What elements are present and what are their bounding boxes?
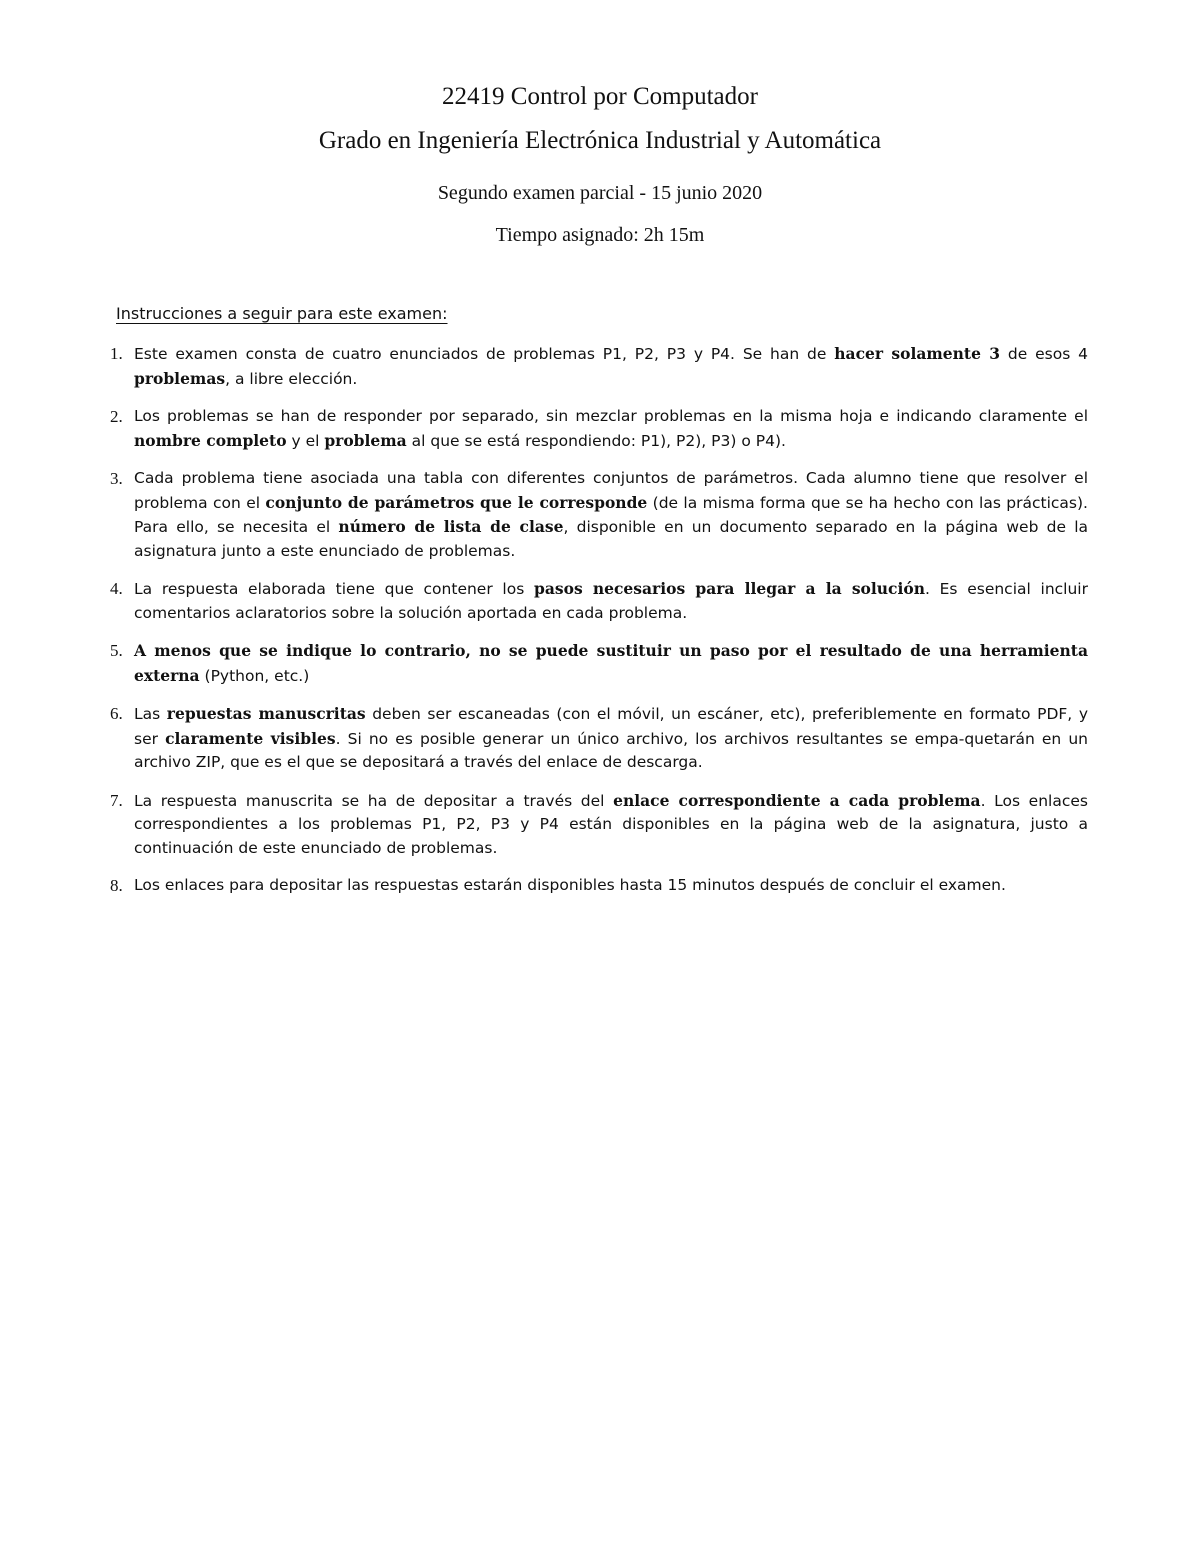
instruction-text: Este examen consta de cuatro enunciados de problemas P1, P2, P3 y P4. Se han de	[134, 345, 835, 363]
instruction-number: 7.	[110, 790, 123, 810]
instruction-emphasis: problemas	[134, 368, 226, 388]
time-allotted: Tiempo asignado: 2h 15m	[495, 224, 705, 246]
instruction-emphasis: pasos necesarios para llegar a la solución	[534, 579, 925, 598]
instruction-emphasis: problema	[324, 430, 407, 450]
instruction-text: . Es esencial incluir comentarios aclaratorios sobre la solución aportada en cada problema.	[134, 580, 1088, 622]
instruction-emphasis: nombre completo	[134, 430, 287, 450]
instruction-number: 6.	[110, 704, 123, 723]
instruction-item	[110, 405, 1088, 453]
instruction-text: Las	[134, 705, 167, 723]
instruction-item	[110, 467, 1088, 563]
instruction-emphasis: conjunto de parámetros que le corresponde	[265, 492, 648, 512]
instruction-text: , disponible en un documento separado en la página web de la asignatura junto a este enunciado de problemas.	[134, 518, 1089, 560]
instruction-number: 2.	[110, 407, 123, 426]
instruction-item	[110, 702, 1088, 775]
instruction-text: La respuesta manuscrita se ha de depositar a través del	[134, 791, 614, 810]
instructions-list	[110, 342, 1088, 912]
instruction-text: Cada problema tiene asociada una tabla con diferentes conjuntos de parámetros. Cada alumno tiene que resolver el problema con el	[134, 469, 1088, 512]
exam-subtitle: Segundo examen parcial - 15 junio 2020	[437, 182, 763, 204]
instruction-text: (Python, etc.)	[199, 666, 310, 685]
instruction-text: Los problemas se han de responder por separado, sin mezclar problemas en la misma hoja e indicando claramente el	[134, 407, 1088, 425]
instruction-emphasis: hacer solamente 3	[834, 344, 1001, 363]
instruction-item	[110, 577, 1088, 625]
instruction-number: 8.	[110, 876, 123, 895]
instruction-item	[110, 342, 1088, 391]
instruction-text: deben ser escaneadas (con el móvil, un escáner, etc), preferiblemente en formato PDF, y ser	[134, 705, 1088, 748]
instruction-text: La respuesta elaborada tiene que contener los	[134, 580, 534, 598]
instruction-emphasis: número de lista de clase	[338, 517, 564, 536]
instruction-number: 3.	[110, 469, 123, 488]
instruction-text: y el	[286, 431, 325, 450]
instruction-emphasis: A menos que se indique lo contrario, no se puede sustituir un paso por el resultado de una herramienta externa	[134, 641, 1088, 685]
degree-title: Grado en Ingeniería Electrónica Industrial y Automática	[318, 127, 882, 154]
instruction-item	[110, 789, 1088, 861]
instruction-text: al que se está respondiendo: P1), P2), P3) o P4).	[406, 431, 786, 450]
instructions-heading: Instrucciones a seguir para este examen:	[116, 304, 448, 323]
instruction-emphasis: repuestas manuscritas	[166, 704, 366, 723]
instruction-text: . Si no es posible generar un único archivo, los archivos resultantes se empa-quetarán en un archivo ZIP, que es el que se depositará a través del enlace de descarga.	[134, 729, 1088, 771]
instruction-text: de esos 4	[1000, 345, 1089, 363]
instruction-emphasis: enlace correspondiente a cada problema	[613, 790, 981, 810]
instruction-item	[110, 874, 1088, 898]
instruction-text: Los enlaces para depositar las respuestas estarán disponibles hasta 15 minutos después de concluir el examen.	[134, 876, 1006, 894]
instruction-emphasis: claramente visibles	[165, 728, 336, 748]
instruction-text: . Los enlaces correspondientes a los problemas P1, P2, P3 y P4 están disponibles en la página web de la asignatura, justo a continuación de este enunciado de problemas.	[134, 791, 1088, 857]
instruction-text: , a libre elección.	[225, 369, 358, 388]
instruction-text: (de la misma forma que se ha hecho con las prácticas). Para ello, se necesita el	[134, 493, 1088, 536]
course-title: 22419 Control por Computador	[442, 83, 758, 110]
instruction-number: 5.	[110, 641, 123, 660]
instruction-item	[110, 639, 1088, 688]
instruction-number: 4.	[110, 579, 123, 598]
instruction-number: 1.	[110, 344, 123, 363]
